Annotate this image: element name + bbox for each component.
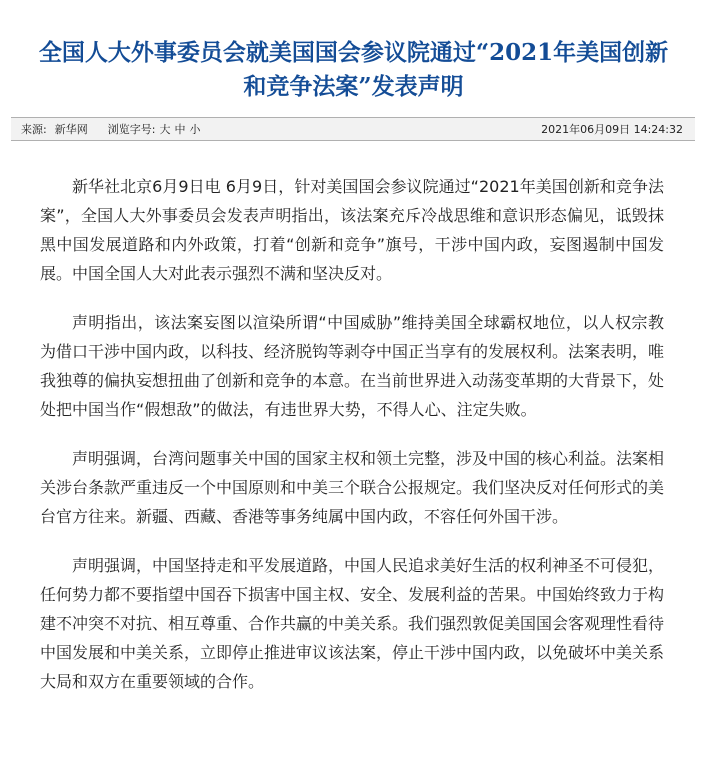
meta-left-group [21,118,200,142]
article-title-line-2: 和竞争法案”发表声明 [243,73,464,100]
article-paragraph-2: 声明指出，该法案妄图以渲染所谓“中国威胁”维持美国全球霸权地位，以人权宗教为借口干涉中国内政，以科技、经济脱钩等剥夺中国正当享有的发展权利。法案表明，唯我独尊的偏执妄想扭曲了创新和竞争的本意。在当前世界进入动荡变革期的大背景下，处处把中国当作“假想敌”的做法，有违世界大势，不得人心、注定失败。 [40,313,665,419]
font-size-medium-link[interactable]: 中 [174,123,186,136]
article-paragraph-1: 新华社北京6月9日电 6月9日，针对美国国会参议院通过“2021年美国创新和竞争法案”，全国人大外事委员会发表声明指出，该法案充斥冷战思维和意识形态偏见，诋毁抹黑中国发展道路和内外政策，打着“创新和竞争”旗号，干涉中国内政，妄图遏制中国发展。中国全国人大对此表示强烈不满和坚决反对。 [40,177,664,283]
article-meta-bar [11,117,695,141]
font-size-large-link[interactable]: 大 [159,123,171,136]
source-value: 新华网 [54,123,88,136]
source-label: 来源: [21,123,47,136]
article-title [0,36,707,104]
article-body [40,172,664,716]
article-title-line-1: 全国人大外事委员会就美国国会参议院通过“2021年美国创新 [38,39,669,66]
font-size-label: 浏览字号: [107,123,156,136]
publish-datetime: 2021年06月09日 14:24:32 [541,123,683,136]
article-paragraph-3: 声明强调，台湾问题事关中国的国家主权和领土完整，涉及中国的核心利益。法案相关涉台条款严重违反一个中国原则和中美三个联合公报规定。我们坚决反对任何形式的美台官方往来。新疆、西藏、香港等事务纯属中国内政，不容任何外国干涉。 [40,449,665,526]
article-paragraph-4: 声明强调，中国坚持走和平发展道路，中国人民追求美好生活的权利神圣不可侵犯，任何势力都不要指望中国吞下损害中国主权、安全、发展利益的苦果。中国始终致力于构建不冲突不对抗、相互尊重、合作共赢的中美关系。我们强烈敦促美国国会客观理性看待中国发展和中美关系，立即停止推进审议该法案，停止干涉中国内政，以免破坏中美关系大局和双方在重要领域的合作。 [40,556,665,691]
font-size-small-link[interactable]: 小 [189,123,201,136]
